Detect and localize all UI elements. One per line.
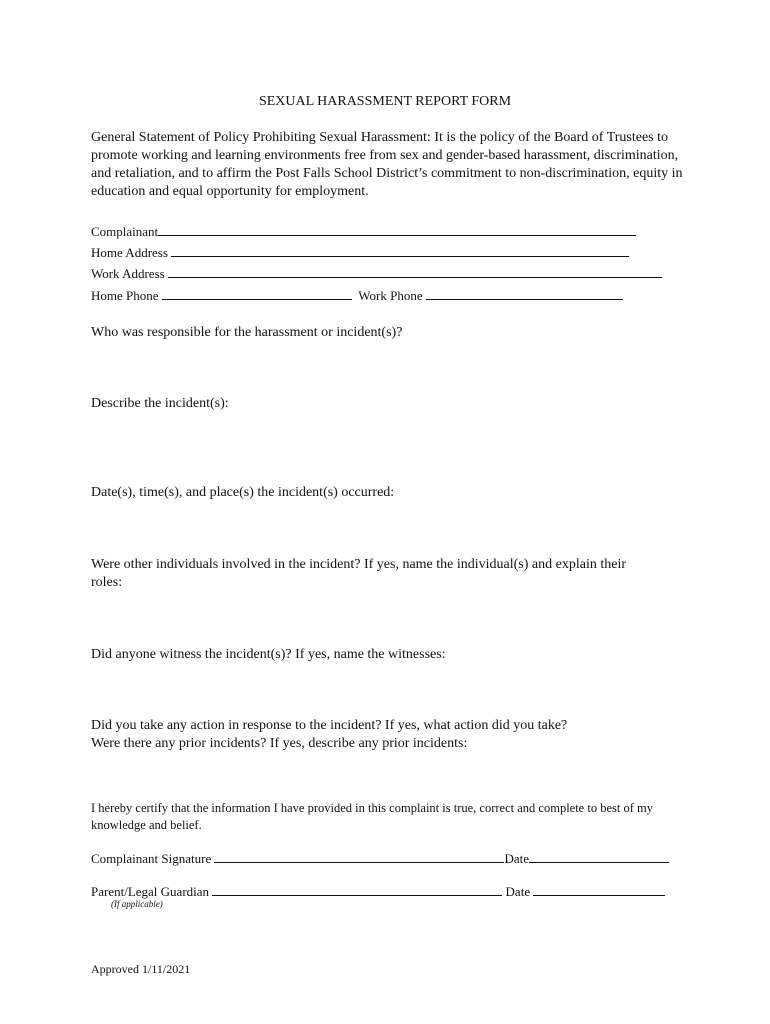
question-action: Did you take any action in response to the incident? If yes, what action did you take? xyxy=(91,718,568,733)
phone-row xyxy=(91,287,623,304)
if-applicable-note: (If applicable) xyxy=(111,899,163,909)
home-phone-label: Home Phone xyxy=(91,288,159,303)
work-address-label: Work Address xyxy=(91,266,165,281)
guardian-date-field[interactable] xyxy=(533,883,665,896)
work-phone-field[interactable] xyxy=(426,287,623,300)
approved-date: Approved 1/11/2021 xyxy=(91,962,191,976)
question-others-line2: roles: xyxy=(91,575,123,590)
complainant-row xyxy=(91,223,636,240)
complainant-field[interactable] xyxy=(158,223,636,236)
home-address-field[interactable] xyxy=(171,244,629,257)
question-dates: Date(s), time(s), and place(s) the incident(s) occurred: xyxy=(91,485,395,500)
complainant-signature-field[interactable] xyxy=(214,850,504,863)
question-prior: Were there any prior incidents? If yes, describe any prior incidents: xyxy=(91,736,468,751)
question-others-line1: Were other individuals involved in the incident? If yes, name the individual(s) and explain their xyxy=(91,557,626,572)
complainant-signature-label: Complainant Signature xyxy=(91,851,212,866)
question-describe: Describe the incident(s): xyxy=(91,396,229,411)
form-title: SEXUAL HARASSMENT REPORT FORM xyxy=(258,94,512,109)
complainant-label: Complainant xyxy=(91,224,159,239)
home-address-label: Home Address xyxy=(91,245,168,260)
home-phone-field[interactable] xyxy=(162,287,352,300)
work-address-field[interactable] xyxy=(168,265,662,278)
signature-date-field[interactable] xyxy=(529,850,669,863)
question-witness: Did anyone witness the incident(s)? If yes, name the witnesses: xyxy=(91,647,446,662)
certification-text: I hereby certify that the information I have provided in this complaint is true, correct and complete to best of my knowledge and belief. xyxy=(91,801,653,832)
work-address-row xyxy=(91,265,662,282)
guardian-label: Parent/Legal Guardian xyxy=(91,884,210,899)
policy-statement: General Statement of Policy Prohibiting Sexual Harassment: It is the policy of the Board of Trustees to promote working and learning environments free from sex and gender-based harassment, discrimination, and retaliation, and to affirm the Post Falls School District’s commitment to non-discrimination, equity in education and equal opportunity for employment. xyxy=(91,130,683,199)
guardian-signature-field[interactable] xyxy=(212,883,502,896)
work-phone-label: Work Phone xyxy=(358,288,423,303)
home-address-row xyxy=(91,244,629,261)
signature-date-label: Date xyxy=(504,851,530,866)
guardian-signature-row xyxy=(91,883,665,900)
complainant-signature-row xyxy=(91,850,669,867)
guardian-date-label: Date xyxy=(505,884,531,899)
question-responsible: Who was responsible for the harassment or incident(s)? xyxy=(91,325,403,340)
